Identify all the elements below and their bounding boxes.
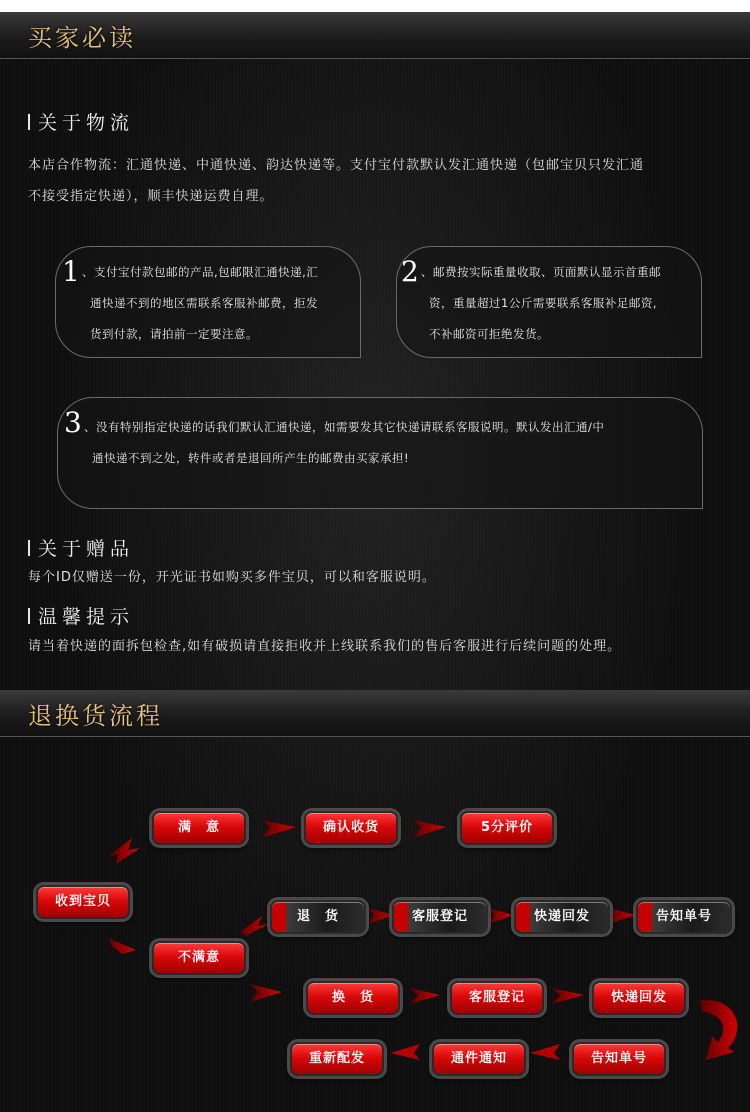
flow-express-back-2-button: 快递回发 <box>592 981 686 1015</box>
arrow-icon <box>410 988 440 1004</box>
logistics-text-line2: 不接受指定快递），顺丰快递运费自理。 <box>28 189 274 204</box>
gifts-text: 每个ID仅赠送一份，开光证书如购买多件宝贝，可以和客服说明。 <box>28 570 436 585</box>
section-title-buyer-notice: 买家必读 <box>28 24 136 52</box>
tips-text: 请当着快递的面拆包检查,如有破损请直接拒收并上线联系我们的售后客服进行后续问题的处理。 <box>28 639 622 654</box>
note-3-line1: 、没有特别指定快递的话我们默认汇通快递，如需要发其它快递请联系客服说明。默认发出汇通/中 <box>84 420 605 434</box>
gifts-heading-text: 关于赠品 <box>38 538 135 560</box>
note-2-line3: 不补邮资可拒绝发货。 <box>429 327 549 341</box>
section-title-return-process: 退换货流程 <box>28 702 163 730</box>
flow-unsatisfied-button: 不满意 <box>152 941 246 975</box>
arrow-icon <box>108 938 136 954</box>
note-1-line3: 货到付款，请拍前一定要注意。 <box>90 327 258 341</box>
flow-cs-register-button: 客服登记 <box>392 900 488 934</box>
logistics-text-line1: 本店合作物流：汇通快递、中通快递、韵达快递等。支付宝付款默认发汇通快递（包邮宝贝只发汇通 <box>28 158 645 173</box>
note-2-line1: 、邮费按实际重量收取、页面默认显示首重邮 <box>421 265 661 279</box>
flow-cs-register-2-button: 客服登记 <box>450 981 544 1015</box>
flow-satisfied-button: 满 意 <box>152 811 246 845</box>
flow-arrows <box>0 12 750 1112</box>
arrow-icon <box>530 1044 560 1060</box>
logistics-heading-text: 关于物流 <box>38 112 135 134</box>
note-1-line2: 通快递不到的地区需联系客服补邮费，拒发 <box>90 296 318 310</box>
flow-express-back-button: 快递回发 <box>514 900 610 934</box>
flow-return-button: 退 货 <box>270 900 366 934</box>
arrow-icon <box>368 908 394 924</box>
arrow-icon <box>108 838 140 864</box>
flow-notify-number-button: 告知单号 <box>636 900 732 934</box>
flow-five-star-button: 5分评价 <box>460 811 554 845</box>
flow-confirm-receipt-button: 确认收货 <box>304 811 398 845</box>
main-panel <box>0 12 750 1112</box>
curved-arrow-icon <box>700 1000 737 1060</box>
tips-heading-text: 温馨提示 <box>38 606 135 628</box>
flow-notify-number-2-button: 告知单号 <box>572 1042 666 1076</box>
flow-notify-receipt-button: 通件通知 <box>432 1042 526 1076</box>
arrow-icon <box>250 984 282 1002</box>
note-3-line2: 通快递不到之处，转件或者是退回所产生的邮费由买家承担! <box>92 451 410 465</box>
arrow-icon <box>413 820 446 838</box>
arrow-icon <box>262 820 296 838</box>
flow-receive-button: 收到宝贝 <box>36 885 130 919</box>
arrow-icon <box>240 916 268 936</box>
flow-reship-button: 重新配发 <box>290 1042 384 1076</box>
arrow-icon <box>608 908 636 924</box>
note-number-3: 3 <box>64 406 82 439</box>
note-number-2: 2 <box>401 255 419 288</box>
note-number-1: 1 <box>62 255 80 288</box>
flow-exchange-button: 换 货 <box>306 981 400 1015</box>
note-1-line1: 、支付宝付款包邮的产品,包邮限汇通快递,汇 <box>82 265 319 279</box>
arrow-icon <box>488 908 514 924</box>
arrow-icon <box>390 1044 420 1060</box>
arrow-icon <box>552 988 584 1004</box>
note-2-line2: 资，重量超过1公斤需要联系客服补足邮资, <box>429 296 657 310</box>
